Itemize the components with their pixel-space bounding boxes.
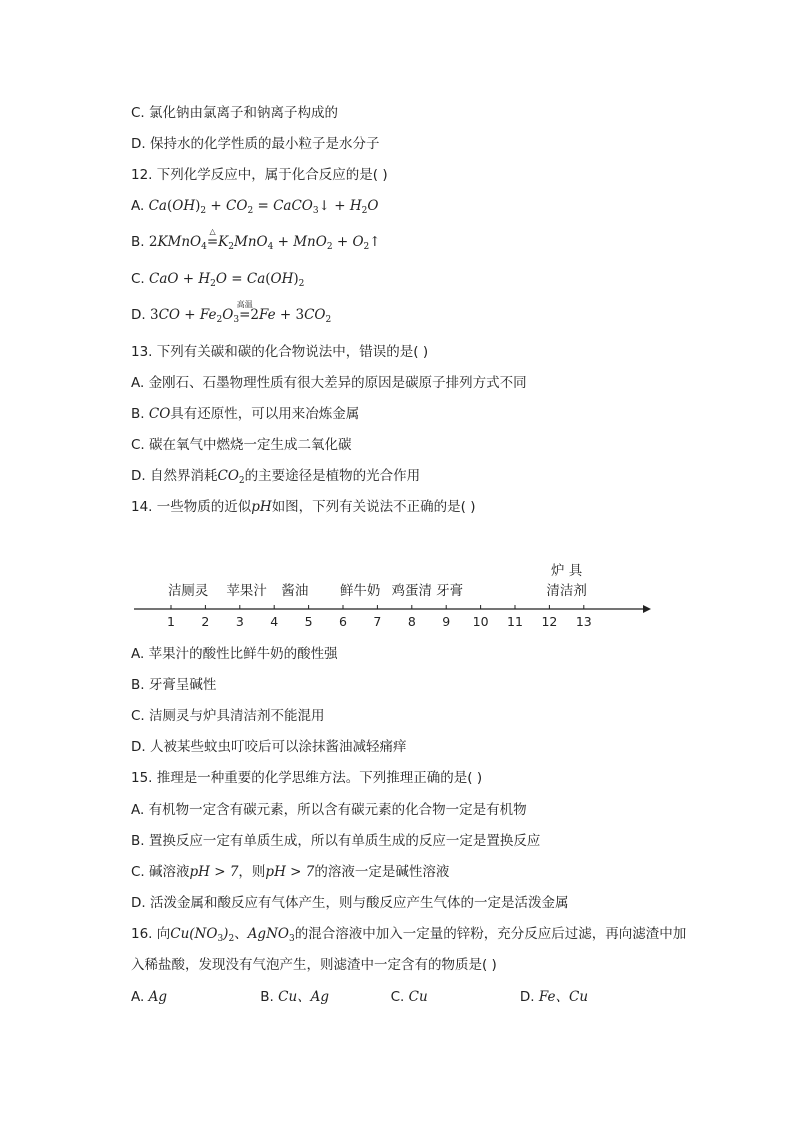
ph-substance-label: 鸡蛋清 xyxy=(391,583,433,599)
option-16-a: A. Ag xyxy=(131,989,167,1005)
ph-tick-label: 1 xyxy=(167,614,175,629)
option-14-c: C. 洁厕灵与炉具清洁剂不能混用 xyxy=(131,708,325,724)
question-16-line2: 入稀盐酸，发现没有气泡产生，则滤渣中一定含有的物质是( ) xyxy=(131,957,497,973)
ph-tick-label: 4 xyxy=(270,614,279,629)
options-16 xyxy=(131,988,588,1006)
question-14: 14. 一些物质的近似pH如图，下列有关说法不正确的是( ) xyxy=(131,499,476,515)
ph-substance-label: 酱油 xyxy=(281,583,309,599)
ph-scale-figure xyxy=(131,556,661,636)
option-15-c: C. 碱溶液pH > 7，则pH > 7的溶液一定是碱性溶液 xyxy=(131,864,450,880)
ph-tick-label: 11 xyxy=(507,614,523,629)
option-11-c: C. 氯化钠由氯离子和钠离子构成的 xyxy=(131,105,339,121)
ph-tick-label: 6 xyxy=(339,614,347,629)
option-16-c: C. Cu xyxy=(390,989,428,1005)
ph-tick-label: 13 xyxy=(575,614,592,629)
ph-tick-label: 12 xyxy=(541,614,558,629)
ph-tick-label: 2 xyxy=(201,614,210,629)
ph-substance-label: 牙膏 xyxy=(436,583,464,599)
option-15-b: B. 置换反应一定有单质生成，所以有单质生成的反应一定是置换反应 xyxy=(131,833,541,849)
option-16-d: D. Fe、Cu xyxy=(519,989,589,1005)
ph-tick-label: 7 xyxy=(373,614,382,629)
option-11-d: D. 保持水的化学性质的最小粒子是水分子 xyxy=(131,136,380,152)
option-12-c: C. CaO + $H_2O = Ca(OH)_2$ xyxy=(131,271,305,289)
option-14-b: B. 牙膏呈碱性 xyxy=(131,677,217,693)
ph-substance-label: 鲜牛奶 xyxy=(339,583,381,599)
ph-substance-label: 洁厕灵 xyxy=(167,583,209,599)
question-15: 15. 推理是一种重要的化学思维方法。下列推理正确的是( ) xyxy=(131,770,483,786)
option-16-b: B. Cu、Ag xyxy=(260,989,330,1005)
ph-tick-label: 9 xyxy=(442,614,451,629)
ph-tick-label: 5 xyxy=(304,614,313,629)
stove-cleaner-label-line2: 清洁剂 xyxy=(546,583,587,599)
option-12-a: A. $Ca(OH)_2 + CO_2$ = CaCO$_3$↓ + $H_2O$ xyxy=(131,198,379,216)
option-15-d: D. 活泼金属和酸反应有气体产生，则与酸反应产生气体的一定是活泼金属 xyxy=(131,895,569,911)
option-13-c: C. 碳在氧气中燃烧一定生成二氧化碳 xyxy=(131,437,352,453)
question-13: 13. 下列有关碳和碳的化合物说法中，错误的是( ) xyxy=(131,344,429,360)
option-13-d: D. 自然界消耗$CO_2$的主要途径是植物的光合作用 xyxy=(131,468,421,486)
option-14-d: D. 人被某些蚊虫叮咬后可以涂抹酱油减轻痛痒 xyxy=(131,739,407,755)
stove-cleaner-label-line1: 炉 具 xyxy=(550,563,583,579)
question-12: 12. 下列化学反应中，属于化合反应的是( ) xyxy=(131,167,388,183)
option-13-a: A. 金刚石、石墨物理性质有很大差异的原因是碳原子排列方式不同 xyxy=(131,375,527,391)
option-12-d: D. $3CO + Fe_2O_3$ 高温 $=2Fe + 3CO_2$ xyxy=(131,300,332,325)
ph-tick-label: 3 xyxy=(235,614,244,629)
option-14-a: A. 苹果汁的酸性比鲜牛奶的酸性强 xyxy=(131,646,338,662)
option-12-b: B. 2KMnO$_4$ △ $=K_2MnO_4 + MnO_2$ + $O_2↑$ xyxy=(131,227,381,252)
ph-substance-label: 苹果汁 xyxy=(226,583,267,599)
option-15-a: A. 有机物一定含有碳元素，所以含有碳元素的化合物一定是有机物 xyxy=(131,802,527,818)
ph-tick-label: 8 xyxy=(407,614,416,629)
ph-tick-label: 10 xyxy=(472,614,489,629)
question-16-line1: 16. 向$Cu(NO_3)_2$、AgNO$_3$的混合溶液中加入一定量的锌粉，充分反应后过滤，再向滤渣中加 xyxy=(131,926,687,944)
ph-axis-arrow xyxy=(643,605,651,613)
option-13-b: B. CO具有还原性，可以用来冶炼金属 xyxy=(131,406,360,422)
